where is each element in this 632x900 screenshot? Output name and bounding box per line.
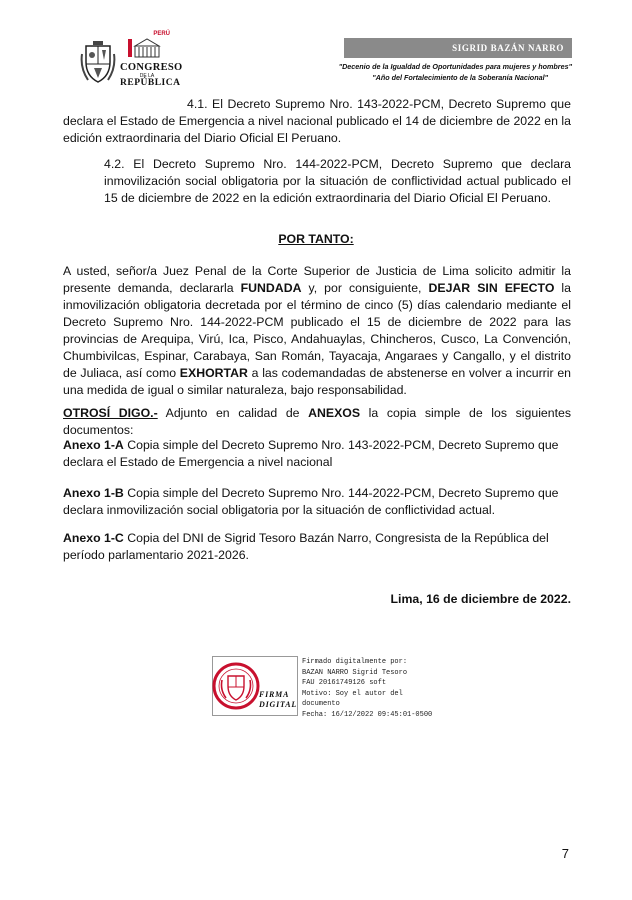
petition-text: y, por consiguiente, — [301, 281, 429, 295]
item-4-2: 4.2. El Decreto Supremo Nro. 144-2022-PCM, Decreto Supremo que declara inmovilización social obligatoria por la situación de conflictividad actual publicado el 15 de diciembre de 2022 en la edición extraordinaria del Diario Oficial El Peruano. — [104, 157, 571, 205]
petition-paragraph — [63, 263, 571, 399]
petition-text: A usted, señor/a Juez Penal de la Corte Superior de Justicia de Lima solicito admitir la presente demanda, declararla — [63, 264, 571, 295]
logo-de-label: DE LA — [139, 73, 155, 79]
author-name-bar: SIGRID BAZÁN NARRO — [344, 38, 572, 58]
congress-logo — [120, 30, 183, 90]
petition-text: a las codemandadas de abstenerse en volver a incurrir en una medida de igual o similar naturaleza, bajo responsabilidad. — [63, 366, 571, 397]
signature-line: Fecha: 16/12/2022 09:45:01-0500 — [302, 710, 433, 719]
date-line: Lima, 16 de diciembre de 2022. — [390, 592, 571, 606]
item-4-1: 4.1. El Decreto Supremo Nro. 143-2022-PCM, Decreto Supremo que declara el Estado de Emergencia a nivel nacional publicado el 14 de diciembre de 2022 en la edición extraordinaria del Diario Oficial El Peruano. — [63, 97, 571, 145]
logo-congreso-label: CONGRESO — [120, 62, 183, 73]
congress-building-icon — [127, 38, 167, 58]
otrosi-anexos: ANEXOS — [308, 406, 361, 420]
signature-details — [302, 657, 432, 720]
logo-republica-label: REPÚBLICA — [120, 78, 181, 88]
petition-dejar-sin-efecto: DEJAR SIN EFECTO — [428, 281, 555, 295]
annex-text: Copia simple del Decreto Supremo Nro. 144-2022-PCM, Decreto Supremo que declara inmovilización social obligatoria por la situación de conflictividad actual. — [63, 486, 559, 517]
por-tanto-heading: POR TANTO: — [278, 232, 354, 246]
signature-line: Motivo: Soy el autor del — [302, 689, 403, 698]
page-number: 7 — [561, 846, 569, 861]
annex-text: Copia simple del Decreto Supremo Nro. 143-2022-PCM, Decreto Supremo que declara el Estado de Emergencia a nivel nacional — [63, 438, 559, 469]
year-motto: "Año del Fortalecimiento de la Soberanía Nacional" — [372, 73, 548, 82]
annex-label: Anexo 1-B — [63, 486, 124, 500]
signature-line: documento — [302, 700, 340, 708]
petition-text: la inmovilización obligatoria decretada por el término de cinco (5) días calendario mediante el Decreto Supremo Nro. 144-2022-PCM publicado el 15 de diciembre de 2022 para las provincias de Arequipa, Virú, Ica, Pisco, Andahuaylas, Chincheros, Cusco, La Convención, Chumbivilcas, Espinar, Carabaya, San Román, Tayacaja, Angaraes y Cangallo, y el distrito de Juliaca, así como — [63, 281, 571, 380]
peru-seal-icon — [214, 664, 258, 708]
decenio-motto: "Decenio de la Igualdad de Oportunidades para mujeres y hombres" — [338, 62, 572, 71]
annex-label: Anexo 1-C — [63, 531, 124, 545]
signature-line: BAZAN NARRO Sigrid Tesoro — [302, 668, 408, 677]
otrosi-text: la copia simple de los siguientes documentos: — [63, 406, 572, 437]
otrosi-label: OTROSÍ DIGO.- — [63, 406, 158, 420]
annex-text: Copia del DNI de Sigrid Tesoro Bazán Narro, Congresista de la República del período parlamentario 2021-2026. — [63, 531, 549, 562]
annex-1a — [63, 437, 571, 471]
peru-coat-of-arms-icon — [80, 40, 116, 86]
annex-label: Anexo 1-A — [63, 438, 124, 452]
annex-1b — [63, 485, 571, 519]
digital-label: DIGITAL — [259, 700, 298, 709]
firma-label: FIRMA — [259, 690, 290, 699]
signature-line: Firmado digitalmente por: — [302, 658, 408, 666]
otrosi-text: Adjunto en calidad de — [157, 406, 309, 420]
logo-peru-label: PERÚ — [153, 31, 170, 37]
otrosi-paragraph — [63, 405, 571, 439]
petition-fundada: FUNDADA — [240, 281, 302, 295]
signature-line: FAU 20161749126 soft — [302, 679, 387, 687]
firma-digital-label — [259, 690, 297, 710]
petition-exhortar: EXHORTAR — [179, 366, 248, 380]
annex-1c — [63, 530, 571, 564]
